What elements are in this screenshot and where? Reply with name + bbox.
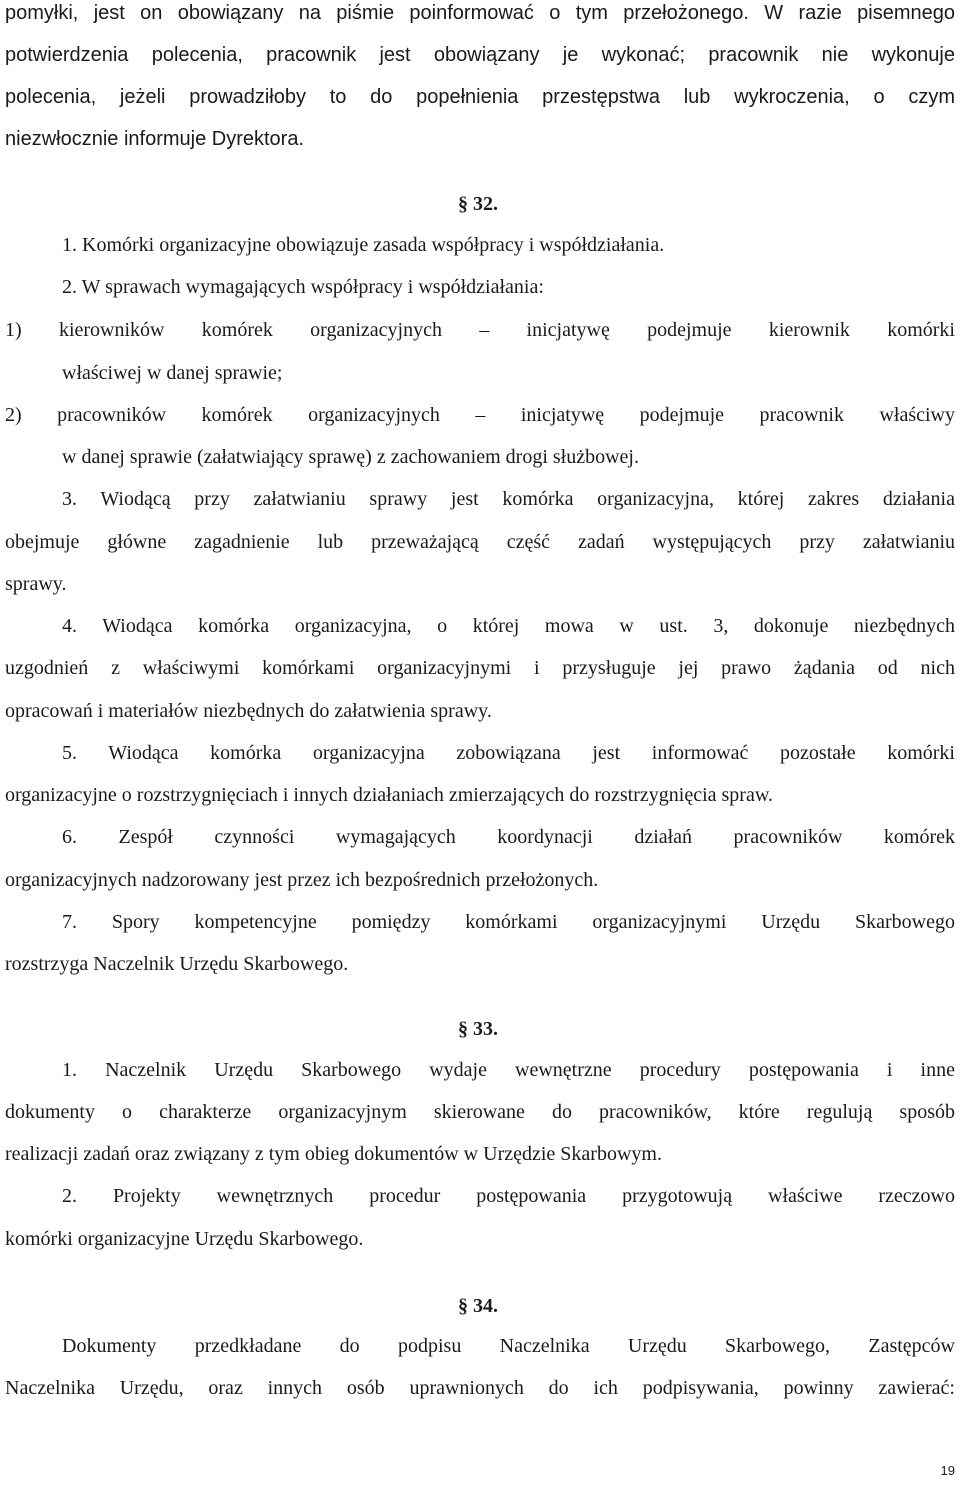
s32-line: obejmuje główne zagadnienie lub przeważającą część zadań występujących przy załatwianiu <box>5 531 955 553</box>
section-34-heading: § 34. <box>458 1295 498 1317</box>
s32-line: uzgodnień z właściwymi komórkami organizacyjnymi i przysługuje jej prawo żądania od nich <box>5 657 955 679</box>
s33-line: realizacji zadań oraz związany z tym obieg dokumentów w Urzędzie Skarbowym. <box>5 1143 662 1165</box>
s32-line: 2. W sprawach wymagających współpracy i współdziałania: <box>62 276 544 298</box>
s32-line: organizacyjnych nadzorowany jest przez ich bezpośrednich przełożonych. <box>5 869 599 891</box>
s32-line: właściwej w danej sprawie; <box>62 362 283 384</box>
s32-line: 2) pracowników komórek organizacyjnych – inicjatywę podejmuje pracownik właściwy <box>5 404 955 426</box>
s33-line: 2. Projekty wewnętrznych procedur postępowania przygotowują właściwe rzeczowo <box>62 1185 955 1207</box>
section-32-heading: § 32. <box>458 193 498 215</box>
s34-line: Dokumenty przedkładane do podpisu Naczelnika Urzędu Skarbowego, Zastępców <box>62 1335 955 1357</box>
s32-line: rozstrzyga Naczelnik Urzędu Skarbowego. <box>5 953 349 975</box>
s32-line: 1. Komórki organizacyjne obowiązuje zasada współpracy i współdziałania. <box>62 234 665 256</box>
s32-line: 7. Spory kompetencyjne pomiędzy komórkami organizacyjnymi Urzędu Skarbowego <box>62 911 955 933</box>
s32-line: 3. Wiodącą przy załatwianiu sprawy jest komórka organizacyjna, której zakres działania <box>62 488 955 510</box>
s32-line: opracowań i materiałów niezbędnych do załatwienia sprawy. <box>5 700 492 722</box>
intro-line: niezwłocznie informuje Dyrektora. <box>5 128 305 150</box>
intro-line: potwierdzenia polecenia, pracownik jest obowiązany je wykonać; pracownik nie wykonuje <box>5 44 955 66</box>
s32-line: 5. Wiodąca komórka organizacyjna zobowiązana jest informować pozostałe komórki <box>62 742 955 764</box>
section-33-heading: § 33. <box>458 1018 498 1040</box>
s32-line: organizacyjne o rozstrzygnięciach i innych działaniach zmierzających do rozstrzygnięcia spraw. <box>5 784 773 806</box>
intro-line: polecenia, jeżeli prowadziłoby to do popełnienia przestępstwa lub wykroczenia, o czym <box>5 86 955 108</box>
s32-line: w danej sprawie (załatwiający sprawę) z zachowaniem drogi służbowej. <box>62 446 639 468</box>
s32-line: sprawy. <box>5 573 67 595</box>
s32-line: 1) kierowników komórek organizacyjnych – inicjatywę podejmuje kierownik komórki <box>5 319 955 341</box>
s34-line: Naczelnika Urzędu, oraz innych osób uprawnionych do ich podpisywania, powinny zawierać: <box>5 1377 955 1399</box>
intro-line: pomyłki, jest on obowiązany na piśmie poinformować o tym przełożonego. W razie pisemnego <box>5 2 955 24</box>
page-number: 19 <box>940 1463 955 1478</box>
s32-line: 6. Zespół czynności wymagających koordynacji działań pracowników komórek <box>62 826 955 848</box>
s33-line: komórki organizacyjne Urzędu Skarbowego. <box>5 1228 364 1250</box>
s32-line: 4. Wiodąca komórka organizacyjna, o której mowa w ust. 3, dokonuje niezbędnych <box>62 615 955 637</box>
s33-line: 1. Naczelnik Urzędu Skarbowego wydaje wewnętrzne procedury postępowania i inne <box>62 1059 955 1081</box>
s33-line: dokumenty o charakterze organizacyjnym skierowane do pracowników, które regulują sposób <box>5 1101 955 1123</box>
